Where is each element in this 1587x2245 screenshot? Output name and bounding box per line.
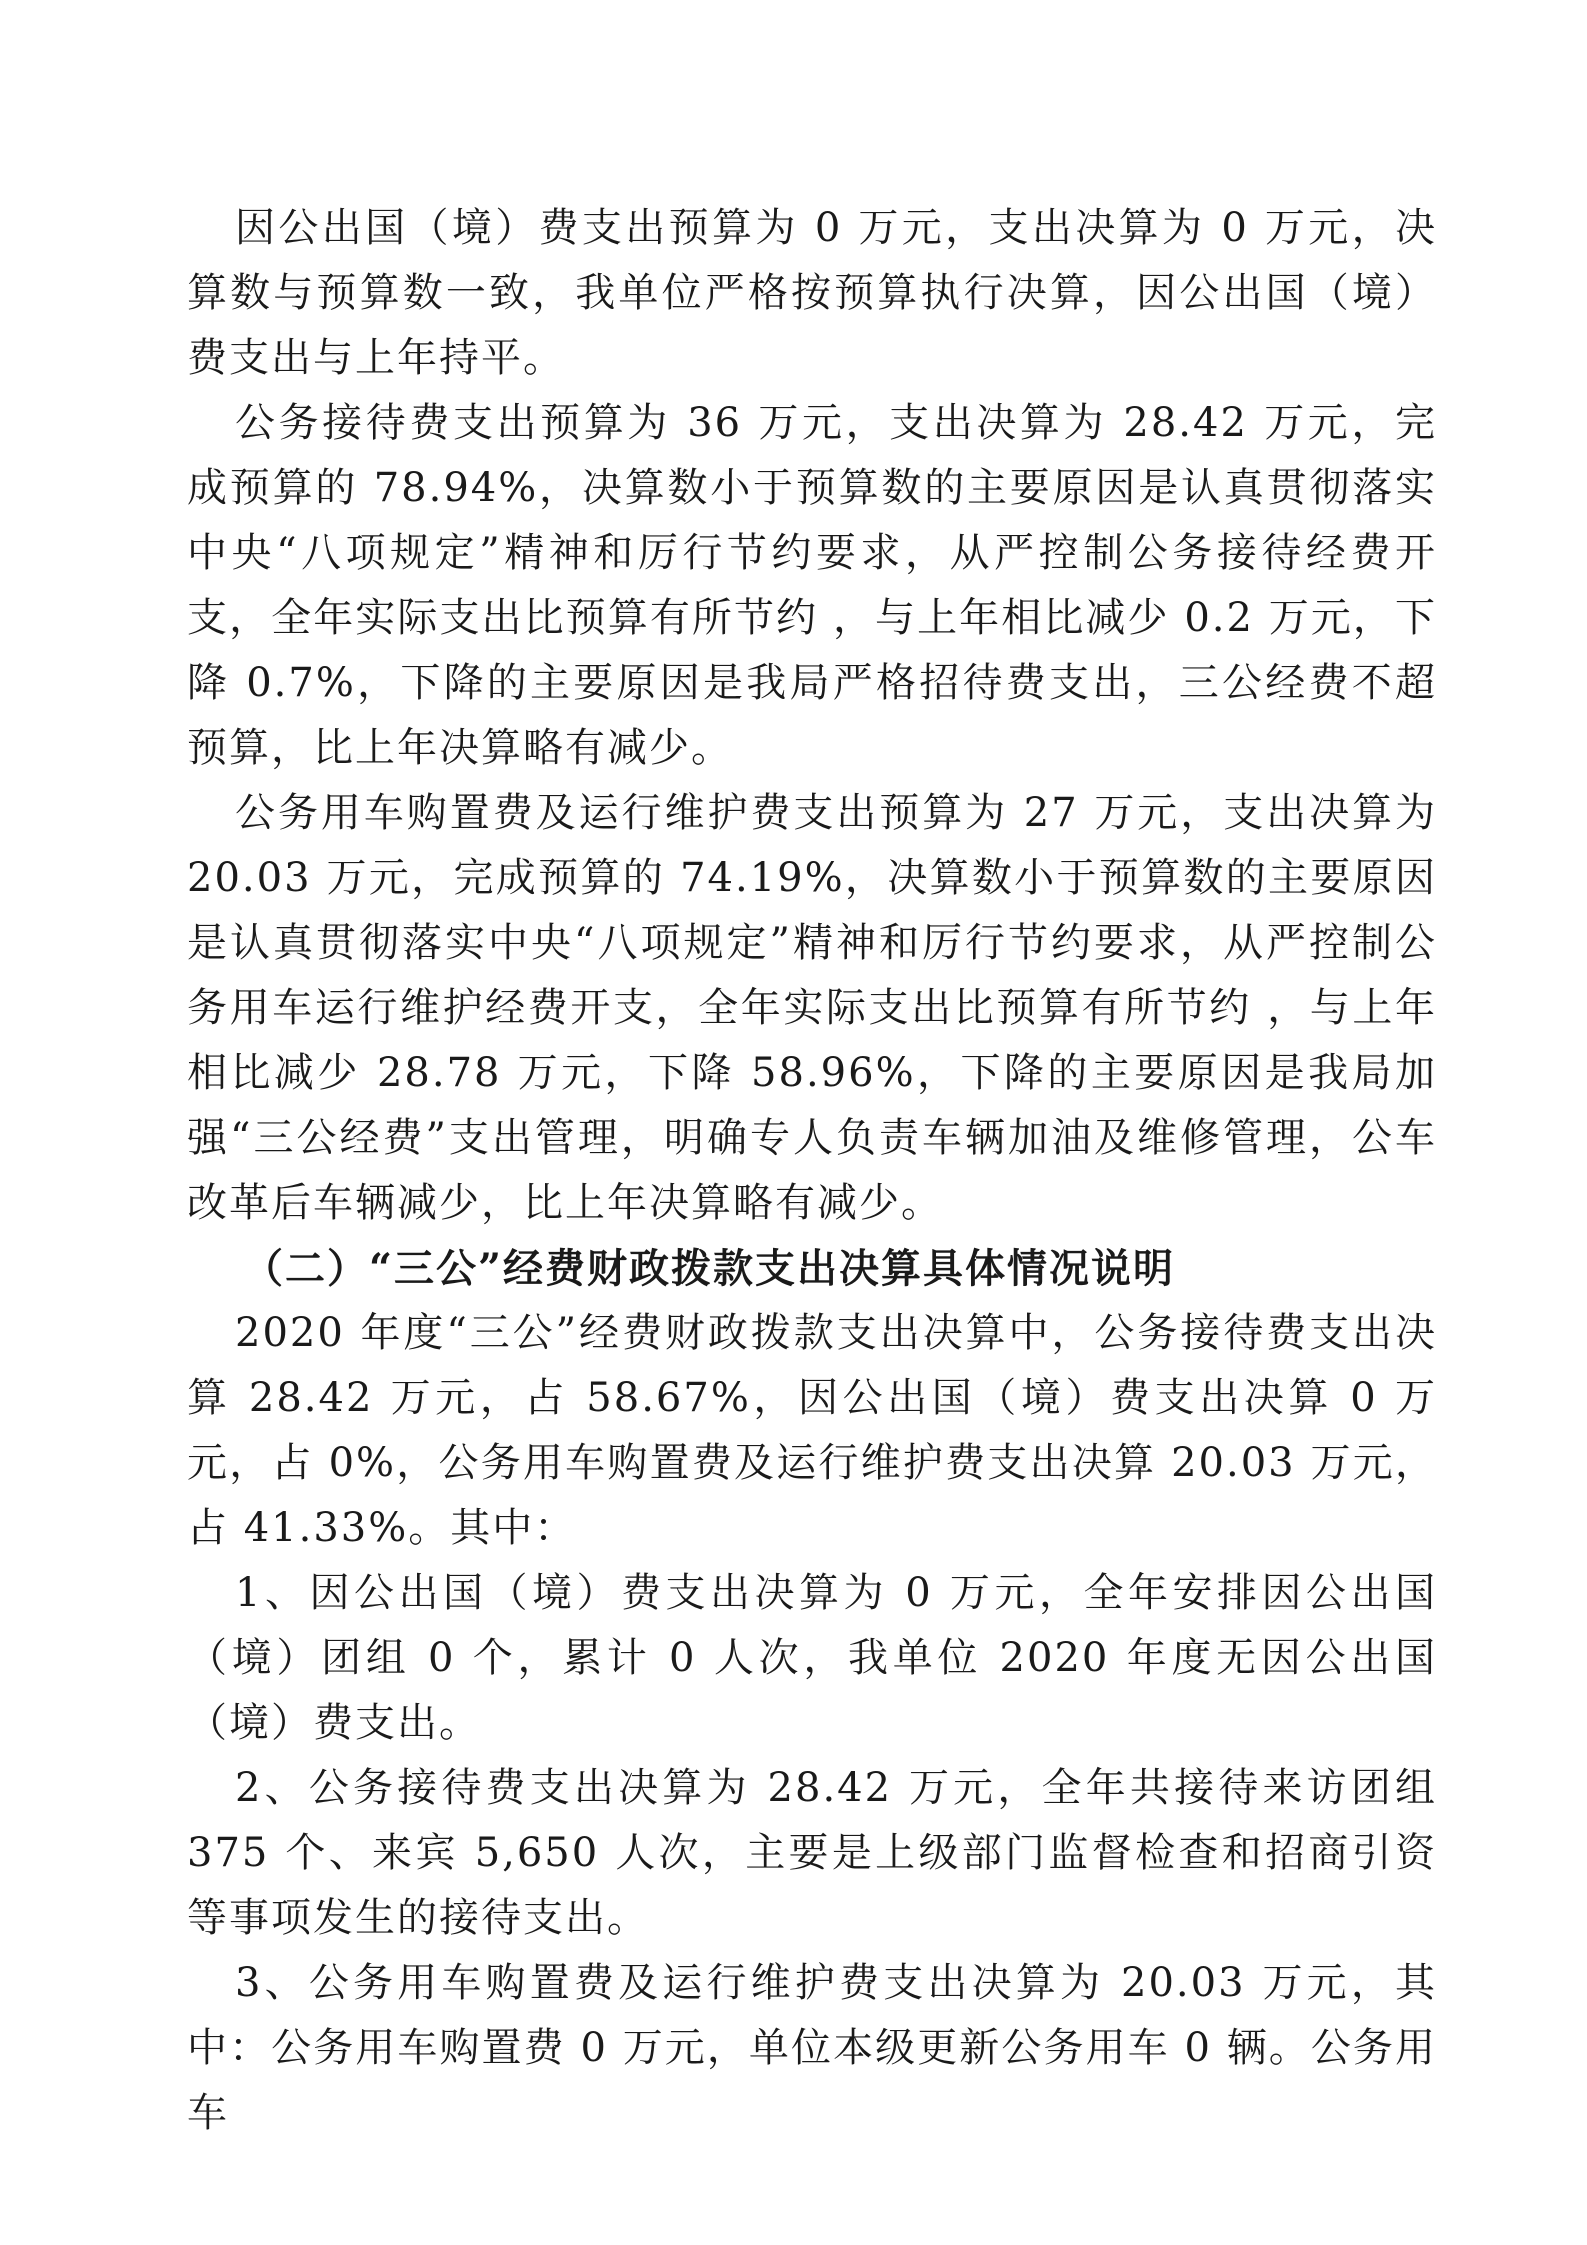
paragraph-item-2: 2、公务接待费支出决算为 28.42 万元，全年共接待来访团组 375 个、来宾 5,650 人次，主要是上级部门监督检查和招商引资等事项发生的接待支出。 <box>187 1765 1437 1941</box>
paragraph-item-3: 3、公务用车购置费及运行维护费支出决算为 20.03 万元，其中：公务用车购置费 0 万元，单位本级更新公务用车 0 辆。公务用车 <box>187 1960 1437 2136</box>
document-body <box>187 196 1437 2146</box>
paragraph-summary: 2020 年度“三公”经费财政拨款支出决算中，公务接待费支出决算 28.42 万元，占 58.67%，因公出国（境）费支出决算 0 万元，占 0%，公务用车购置费及运行维护费支出决算 20.03 万元，占 41.33%。其中： <box>187 1310 1437 1551</box>
paragraph-reception-budget: 公务接待费支出预算为 36 万元，支出决算为 28.42 万元，完成预算的 78.94%，决算数小于预算数的主要原因是认真贯彻落实中央“八项规定”精神和厉行节约要求，从严控制公务接待经费开支，全年实际支出比预算有所节约 ，与上年相比减少 0.2 万元，下降 0.7%，下降的主要原因是我局严格招待费支出，三公经费不超预算，比上年决算略有减少。 <box>187 400 1437 771</box>
section-subheading: （二）“三公”经费财政拨款支出决算具体情况说明 <box>243 1245 1176 1292</box>
paragraph-vehicle-budget: 公务用车购置费及运行维护费支出预算为 27 万元，支出决算为 20.03 万元，完成预算的 74.19%，决算数小于预算数的主要原因是认真贯彻落实中央“八项规定”精神和厉行节约要求，从严控制公务用车运行维护经费开支，全年实际支出比预算有所节约 ，与上年相比减少 28.78 万元，下降 58.96%，下降的主要原因是我局加强“三公经费”支出管理，明确专人负责车辆加油及维修管理，公车改革后车辆减少，比上年决算略有减少。 <box>187 790 1437 1226</box>
paragraph-item-1: 1、因公出国（境）费支出决算为 0 万元，全年安排因公出国（境）团组 0 个，累计 0 人次，我单位 2020 年度无因公出国（境）费支出。 <box>187 1570 1437 1746</box>
paragraph-overseas-travel: 因公出国（境）费支出预算为 0 万元，支出决算为 0 万元，决算数与预算数一致，我单位严格按预算执行决算，因公出国（境）费支出与上年持平。 <box>187 205 1437 381</box>
